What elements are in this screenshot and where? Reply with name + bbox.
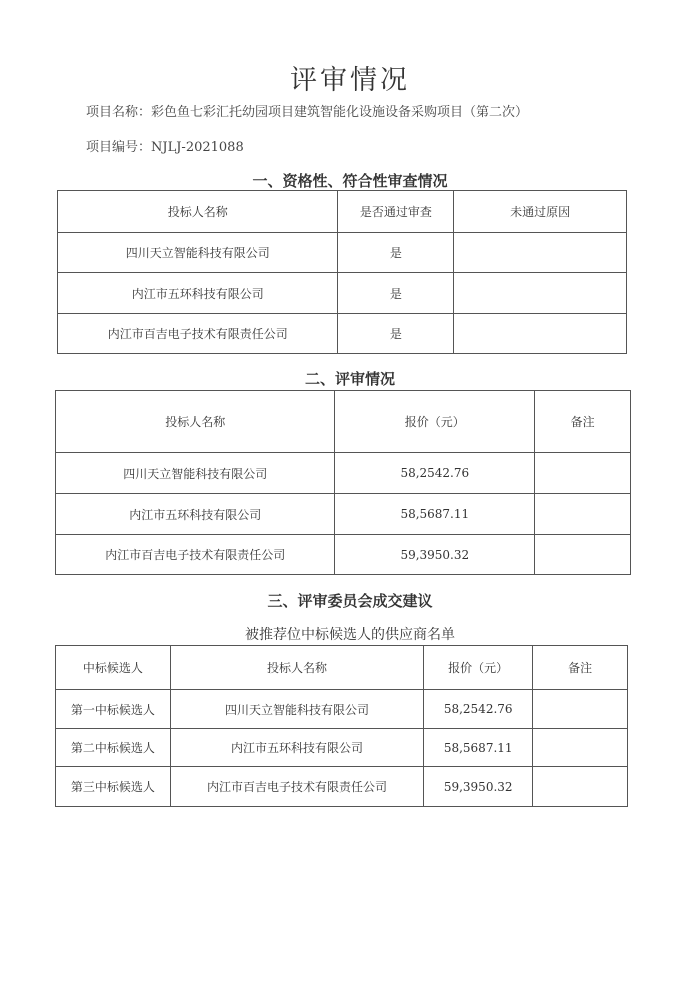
cell-bidder: 四川天立智能科技有限公司 xyxy=(170,690,423,729)
header-price: 报价（元） xyxy=(424,646,533,690)
cell-note xyxy=(533,767,628,807)
cell-bidder: 内江市五环科技有限公司 xyxy=(56,494,335,535)
table-row xyxy=(56,767,628,807)
cell-note xyxy=(535,494,631,535)
header-note: 备注 xyxy=(533,646,628,690)
section2-heading: 二、评审情况 xyxy=(304,370,395,388)
section1-heading: 一、资格性、符合性审查情况 xyxy=(252,172,448,190)
table-header-row xyxy=(56,646,628,690)
cell-note xyxy=(533,729,628,767)
cell-bidder: 内江市五环科技有限公司 xyxy=(170,729,423,767)
cell-note xyxy=(535,453,631,494)
table-row xyxy=(58,273,627,314)
cell-rank: 第二中标候选人 xyxy=(56,729,171,767)
cell-reason xyxy=(454,314,627,354)
cell-bidder: 内江市五环科技有限公司 xyxy=(58,273,338,314)
header-rank: 中标候选人 xyxy=(56,646,171,690)
cell-bidder: 内江市百吉电子技术有限责任公司 xyxy=(170,767,423,807)
cell-price: 58,2542.76 xyxy=(424,690,533,729)
cell-note xyxy=(533,690,628,729)
cell-passed: 是 xyxy=(338,233,454,273)
cell-bidder: 四川天立智能科技有限公司 xyxy=(56,453,335,494)
header-reason: 未通过原因 xyxy=(454,191,627,233)
cell-bidder: 四川天立智能科技有限公司 xyxy=(58,233,338,273)
cell-rank: 第三中标候选人 xyxy=(56,767,171,807)
cell-price: 59,3950.32 xyxy=(424,767,533,807)
cell-passed: 是 xyxy=(338,314,454,354)
table-header-row xyxy=(58,191,627,233)
section3-heading: 三、评审委员会成交建议 xyxy=(267,592,433,610)
header-passed: 是否通过审查 xyxy=(338,191,454,233)
cell-price: 58,5687.11 xyxy=(335,494,535,535)
cell-rank: 第一中标候选人 xyxy=(56,690,171,729)
candidate-list-title: 被推荐位中标候选人的供应商名单 xyxy=(245,627,455,643)
cell-reason xyxy=(454,273,627,314)
table-row xyxy=(58,233,627,273)
qualification-table xyxy=(57,190,627,354)
header-bidder: 投标人名称 xyxy=(58,191,338,233)
table-row xyxy=(56,494,631,535)
header-bidder: 投标人名称 xyxy=(56,391,335,453)
cell-passed: 是 xyxy=(338,273,454,314)
project-name: 项目名称：彩色鱼七彩汇托幼园项目建筑智能化设施设备采购项目（第二次） xyxy=(86,105,529,120)
review-table xyxy=(55,390,631,575)
cell-price: 58,5687.11 xyxy=(424,729,533,767)
cell-bidder: 内江市百吉电子技术有限责任公司 xyxy=(58,314,338,354)
page-title: 评审情况 xyxy=(290,65,410,96)
table-header-row xyxy=(56,391,631,453)
table-row xyxy=(56,690,628,729)
table-row xyxy=(56,535,631,575)
header-price: 报价（元） xyxy=(335,391,535,453)
table-row xyxy=(56,453,631,494)
header-bidder: 投标人名称 xyxy=(170,646,423,690)
table-row xyxy=(58,314,627,354)
cell-note xyxy=(535,535,631,575)
cell-price: 58,2542.76 xyxy=(335,453,535,494)
project-number: 项目编号：NJLJ-2021088 xyxy=(86,140,244,155)
table-row xyxy=(56,729,628,767)
candidate-table xyxy=(55,645,628,807)
cell-reason xyxy=(454,233,627,273)
cell-bidder: 内江市百吉电子技术有限责任公司 xyxy=(56,535,335,575)
header-note: 备注 xyxy=(535,391,631,453)
cell-price: 59,3950.32 xyxy=(335,535,535,575)
